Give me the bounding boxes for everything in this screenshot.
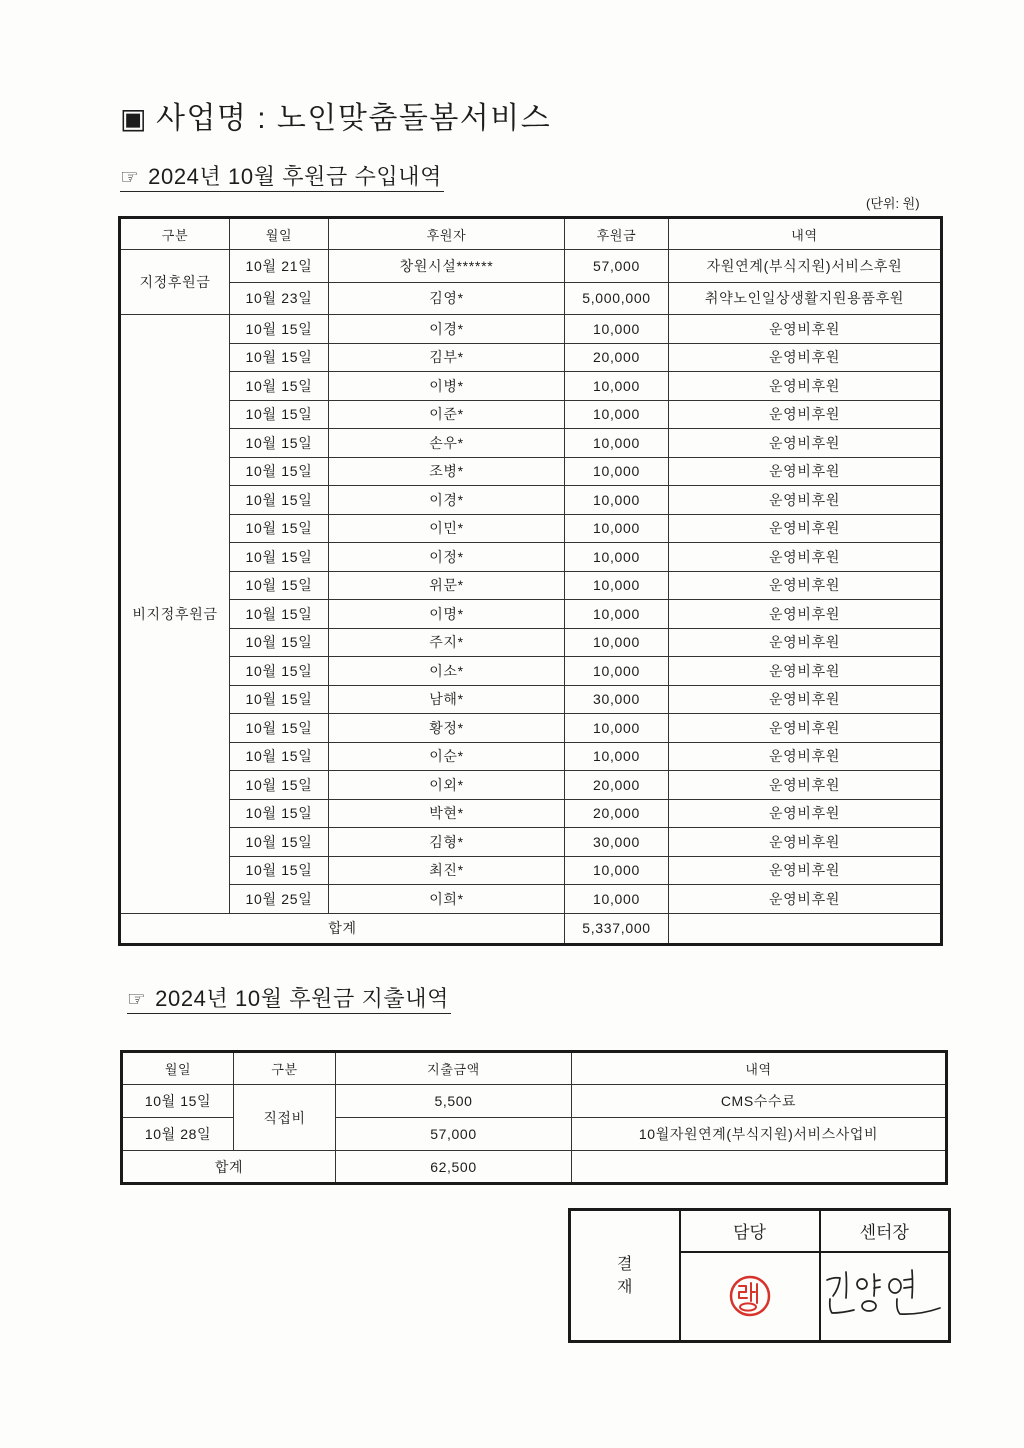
income-header-detail: 내역 — [669, 218, 942, 250]
income-detail-cell: 운영비후원 — [669, 457, 942, 486]
income-detail-cell: 운영비후원 — [669, 571, 942, 600]
income-donor-cell: 이준* — [329, 400, 565, 429]
income-date-cell: 10월 15일 — [230, 828, 329, 857]
income-amount-cell: 30,000 — [565, 828, 669, 857]
income-donor-cell: 조병* — [329, 457, 565, 486]
income-amount-cell: 20,000 — [565, 343, 669, 372]
pointing-hand-icon: ☞ — [127, 987, 147, 1011]
pointing-hand-icon: ☞ — [120, 165, 140, 189]
income-row — [120, 885, 942, 914]
income-date-cell: 10월 15일 — [230, 799, 329, 828]
income-detail-cell: 운영비후원 — [669, 856, 942, 885]
income-total-amount: 5,337,000 — [565, 913, 669, 944]
income-detail-cell: 운영비후원 — [669, 372, 942, 401]
income-header-donor: 후원자 — [329, 218, 565, 250]
income-category-cell: 지정후원금 — [120, 250, 230, 315]
income-date-cell: 10월 15일 — [230, 657, 329, 686]
income-donor-cell: 이민* — [329, 514, 565, 543]
income-donor-cell: 이외* — [329, 771, 565, 800]
income-amount-cell: 10,000 — [565, 429, 669, 458]
income-detail-cell: 취약노인일상생활지원용품후원 — [669, 282, 942, 315]
expense-header-amount: 지출금액 — [336, 1052, 572, 1085]
approval-header-row — [570, 1210, 950, 1252]
income-donor-cell: 박현* — [329, 799, 565, 828]
expense-header-date: 월일 — [122, 1052, 234, 1085]
income-row — [120, 714, 942, 743]
income-amount-cell: 10,000 — [565, 372, 669, 401]
expense-total-label: 합계 — [122, 1151, 336, 1184]
income-detail-cell: 운영비후원 — [669, 714, 942, 743]
income-donor-cell: 김형* — [329, 828, 565, 857]
income-amount-cell: 20,000 — [565, 799, 669, 828]
income-detail-cell: 운영비후원 — [669, 685, 942, 714]
income-row — [120, 600, 942, 629]
expense-header-category: 구분 — [234, 1052, 336, 1085]
income-detail-cell: 운영비후원 — [669, 742, 942, 771]
income-donor-cell: 손우* — [329, 429, 565, 458]
income-row — [120, 315, 942, 344]
expense-amount-cell: 57,000 — [336, 1118, 572, 1151]
approval-staff-seal-cell — [680, 1252, 820, 1342]
income-amount-cell: 10,000 — [565, 543, 669, 572]
income-row — [120, 486, 942, 515]
approval-box — [568, 1208, 951, 1343]
income-section-title: 2024년 10월 후원금 수입내역 — [148, 164, 442, 189]
income-amount-cell: 10,000 — [565, 600, 669, 629]
income-date-cell: 10월 15일 — [230, 714, 329, 743]
income-date-cell: 10월 25일 — [230, 885, 329, 914]
income-row — [120, 685, 942, 714]
seal-stamp-icon — [728, 1274, 772, 1318]
income-row — [120, 514, 942, 543]
income-date-cell: 10월 23일 — [230, 282, 329, 315]
income-amount-cell: 10,000 — [565, 571, 669, 600]
document-title — [120, 99, 551, 139]
expense-detail-cell: 10월자원연계(부식지원)서비스사업비 — [572, 1118, 947, 1151]
income-row — [120, 543, 942, 572]
income-detail-cell: 운영비후원 — [669, 429, 942, 458]
income-amount-cell: 10,000 — [565, 885, 669, 914]
expense-date-cell: 10월 15일 — [122, 1085, 234, 1118]
income-total-row — [120, 913, 942, 944]
signature-icon — [824, 1268, 944, 1324]
income-detail-cell: 운영비후원 — [669, 828, 942, 857]
income-header-row — [120, 218, 942, 250]
unit-note: (단위: 원) — [866, 196, 920, 211]
income-donor-cell: 이병* — [329, 372, 565, 401]
income-date-cell: 10월 15일 — [230, 742, 329, 771]
income-date-cell: 10월 15일 — [230, 315, 329, 344]
income-detail-cell: 운영비후원 — [669, 600, 942, 629]
income-row — [120, 282, 942, 315]
income-date-cell: 10월 15일 — [230, 628, 329, 657]
approval-label: 결재 — [617, 1255, 633, 1296]
approval-header-director: 센터장 — [820, 1210, 950, 1252]
income-amount-cell: 10,000 — [565, 628, 669, 657]
income-donor-cell: 이순* — [329, 742, 565, 771]
income-amount-cell: 10,000 — [565, 742, 669, 771]
expense-total-detail-cell — [572, 1151, 947, 1184]
square-bullet-icon: ▣ — [120, 102, 148, 135]
income-amount-cell: 10,000 — [565, 315, 669, 344]
income-row — [120, 400, 942, 429]
income-row — [120, 457, 942, 486]
income-row — [120, 799, 942, 828]
income-detail-cell: 운영비후원 — [669, 315, 942, 344]
income-donor-cell: 창원시설****** — [329, 250, 565, 283]
income-amount-cell: 57,000 — [565, 250, 669, 283]
income-donor-cell: 이명* — [329, 600, 565, 629]
expense-row — [122, 1085, 947, 1118]
expense-date-cell: 10월 28일 — [122, 1118, 234, 1151]
income-amount-cell: 10,000 — [565, 714, 669, 743]
expense-category-cell: 직접비 — [234, 1085, 336, 1151]
income-donor-cell: 최진* — [329, 856, 565, 885]
income-amount-cell: 10,000 — [565, 486, 669, 515]
income-row — [120, 429, 942, 458]
income-section-heading — [120, 164, 444, 192]
income-row — [120, 571, 942, 600]
income-detail-cell: 운영비후원 — [669, 799, 942, 828]
expense-detail-cell: CMS수수료 — [572, 1085, 947, 1118]
income-row — [120, 742, 942, 771]
income-date-cell: 10월 15일 — [230, 685, 329, 714]
income-amount-cell: 30,000 — [565, 685, 669, 714]
income-date-cell: 10월 21일 — [230, 250, 329, 283]
income-row — [120, 771, 942, 800]
income-detail-cell: 운영비후원 — [669, 771, 942, 800]
income-detail-cell: 운영비후원 — [669, 657, 942, 686]
approval-director-signature-cell — [820, 1252, 950, 1342]
document-title-text: 사업명 : 노인맞춤돌봄서비스 — [155, 102, 552, 135]
income-detail-cell: 운영비후원 — [669, 628, 942, 657]
income-date-cell: 10월 15일 — [230, 543, 329, 572]
income-row — [120, 856, 942, 885]
income-donor-cell: 이경* — [329, 315, 565, 344]
expense-header-row — [122, 1052, 947, 1085]
expense-table — [120, 1050, 948, 1185]
approval-label-cell — [570, 1210, 680, 1342]
income-date-cell: 10월 15일 — [230, 571, 329, 600]
expense-section-heading — [127, 986, 451, 1014]
income-amount-cell: 10,000 — [565, 457, 669, 486]
income-detail-cell: 자원연계(부식지원)서비스후원 — [669, 250, 942, 283]
income-row — [120, 372, 942, 401]
income-donor-cell: 이희* — [329, 885, 565, 914]
income-detail-cell: 운영비후원 — [669, 514, 942, 543]
income-donor-cell: 이경* — [329, 486, 565, 515]
income-category-cell: 비지정후원금 — [120, 315, 230, 914]
income-donor-cell: 김부* — [329, 343, 565, 372]
income-date-cell: 10월 15일 — [230, 343, 329, 372]
income-amount-cell: 10,000 — [565, 856, 669, 885]
income-row — [120, 628, 942, 657]
income-amount-cell: 5,000,000 — [565, 282, 669, 315]
income-row — [120, 343, 942, 372]
income-date-cell: 10월 15일 — [230, 372, 329, 401]
income-donor-cell: 남해* — [329, 685, 565, 714]
income-header-date: 월일 — [230, 218, 329, 250]
expense-section-title: 2024년 10월 후원금 지출내역 — [155, 986, 449, 1011]
expense-total-row — [122, 1151, 947, 1184]
income-donor-cell: 이정* — [329, 543, 565, 572]
income-date-cell: 10월 15일 — [230, 771, 329, 800]
expense-amount-cell: 5,500 — [336, 1085, 572, 1118]
income-row — [120, 828, 942, 857]
expense-total-amount: 62,500 — [336, 1151, 572, 1184]
income-total-detail-cell — [669, 913, 942, 944]
income-total-label: 합계 — [120, 913, 565, 944]
expense-header-detail: 내역 — [572, 1052, 947, 1085]
income-detail-cell: 운영비후원 — [669, 543, 942, 572]
income-amount-cell: 10,000 — [565, 514, 669, 543]
income-date-cell: 10월 15일 — [230, 457, 329, 486]
income-date-cell: 10월 15일 — [230, 856, 329, 885]
income-amount-cell: 20,000 — [565, 771, 669, 800]
income-date-cell: 10월 15일 — [230, 400, 329, 429]
income-date-cell: 10월 15일 — [230, 429, 329, 458]
income-row — [120, 657, 942, 686]
income-amount-cell: 10,000 — [565, 400, 669, 429]
income-donor-cell: 주지* — [329, 628, 565, 657]
income-detail-cell: 운영비후원 — [669, 486, 942, 515]
income-detail-cell: 운영비후원 — [669, 885, 942, 914]
income-header-category: 구분 — [120, 218, 230, 250]
income-detail-cell: 운영비후원 — [669, 343, 942, 372]
income-date-cell: 10월 15일 — [230, 514, 329, 543]
income-donor-cell: 위문* — [329, 571, 565, 600]
income-donor-cell: 김영* — [329, 282, 565, 315]
income-detail-cell: 운영비후원 — [669, 400, 942, 429]
income-row — [120, 250, 942, 283]
income-table — [118, 216, 943, 946]
income-amount-cell: 10,000 — [565, 657, 669, 686]
income-date-cell: 10월 15일 — [230, 600, 329, 629]
income-donor-cell: 황정* — [329, 714, 565, 743]
income-header-amount: 후원금 — [565, 218, 669, 250]
income-donor-cell: 이소* — [329, 657, 565, 686]
income-date-cell: 10월 15일 — [230, 486, 329, 515]
approval-header-staff: 담당 — [680, 1210, 820, 1252]
